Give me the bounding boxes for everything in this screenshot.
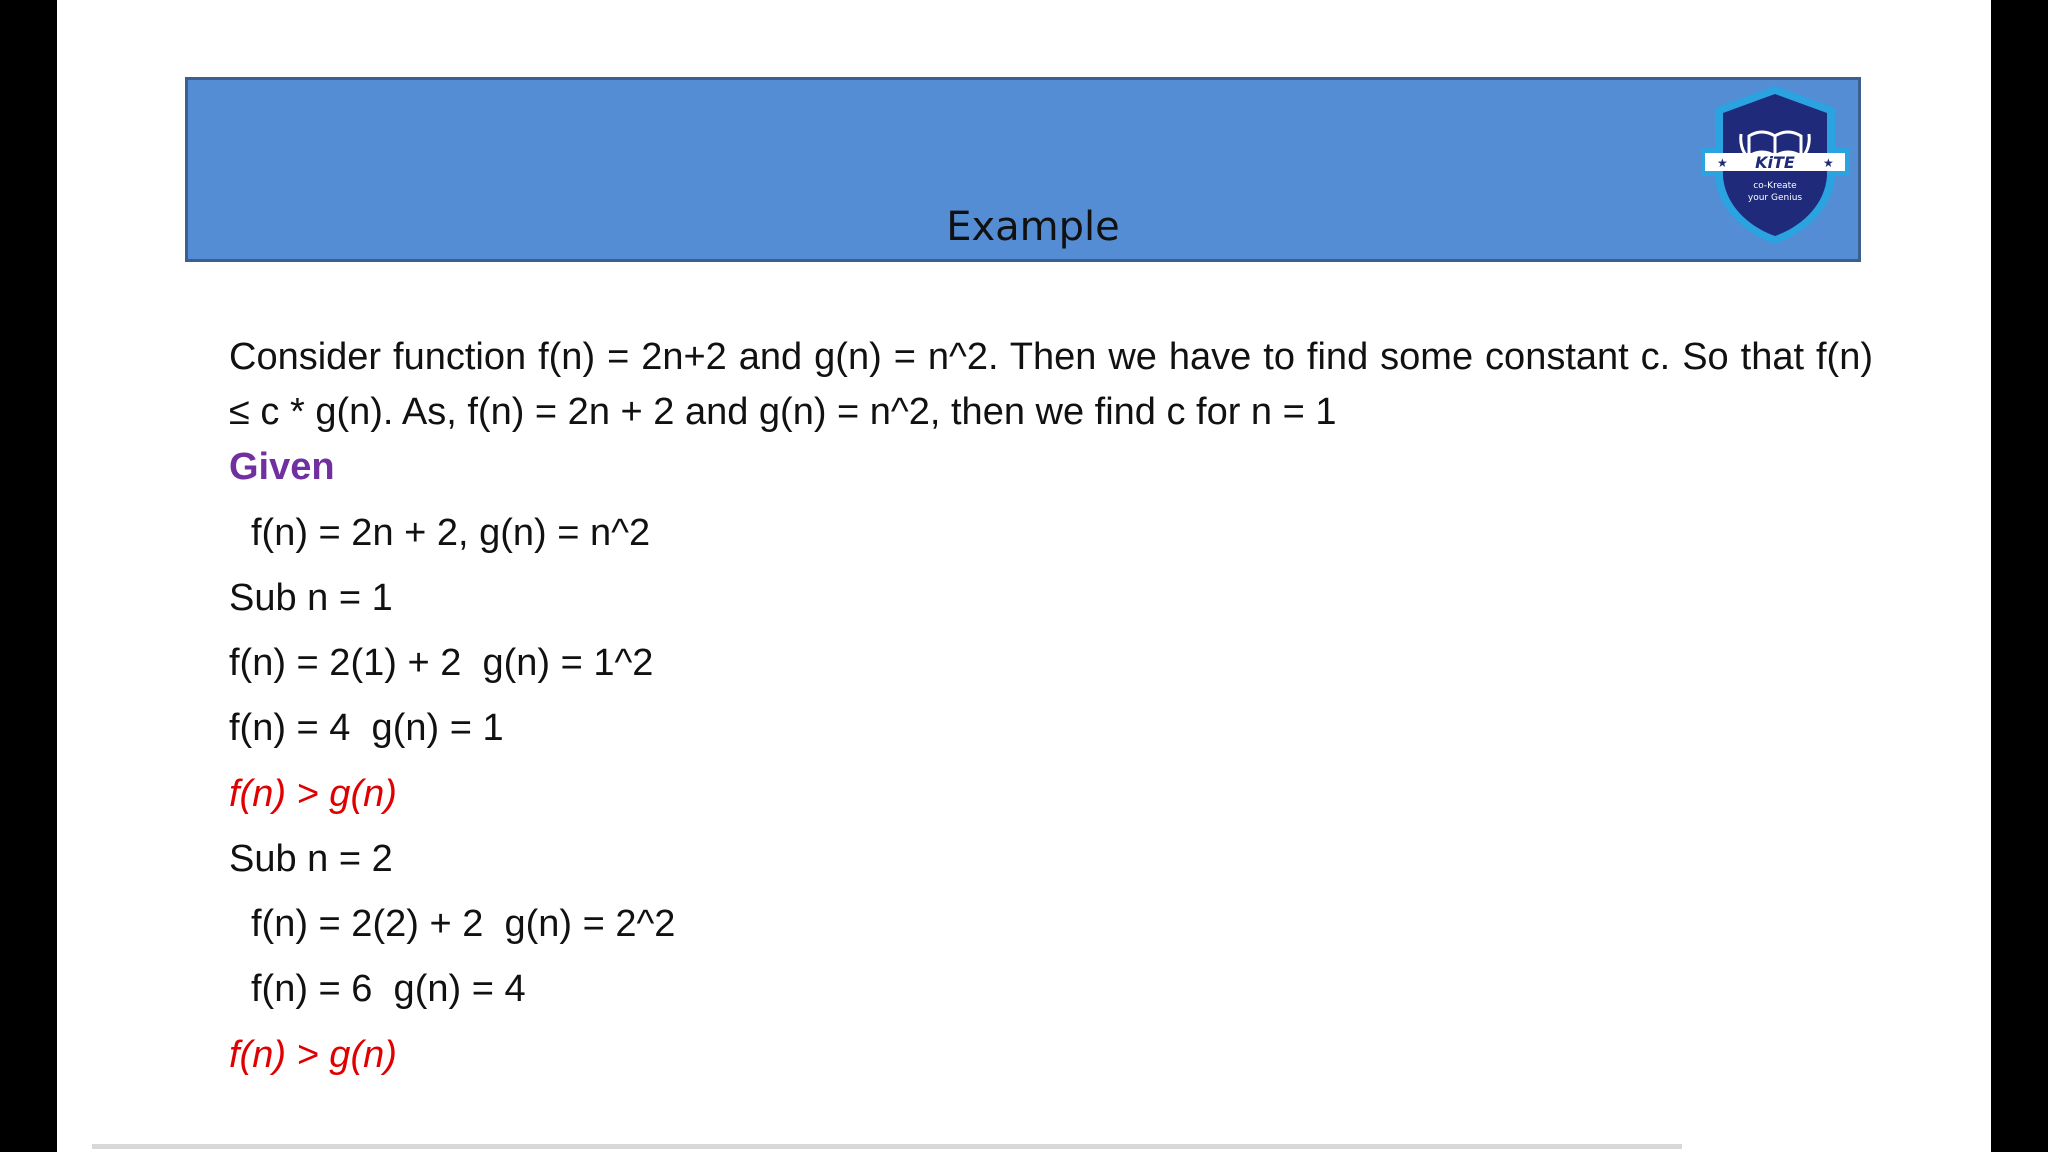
- equation-line: f(n) = 2n + 2, g(n) = n^2: [251, 512, 651, 554]
- svg-text:★: ★: [1823, 156, 1834, 170]
- equation-line: f(n) = 2(2) + 2 g(n) = 2^2: [251, 903, 676, 945]
- equation-line: f(n) = 6 g(n) = 4: [251, 968, 526, 1010]
- intro-paragraph: Consider function f(n) = 2n+2 and g(n) = n^2. Then we have to find some constant c. So that f(n) ≤ c * g(n). As, f(n) = 2n + 2 and g(n) = n^2, then we find c for n = 1: [229, 336, 1873, 433]
- slide: [57, 0, 1991, 1152]
- result-line: f(n) > g(n): [229, 1034, 397, 1076]
- equation-line: Sub n = 2: [229, 838, 393, 880]
- logo-tagline-1: co-Kreate: [1753, 181, 1797, 191]
- svg-text:★: ★: [1717, 156, 1728, 170]
- given-heading: Given: [229, 446, 335, 488]
- equation-line: f(n) = 4 g(n) = 1: [229, 707, 504, 749]
- logo-brand-text: KiTE: [1755, 153, 1795, 172]
- equation-line: f(n) = 2(1) + 2 g(n) = 1^2: [229, 642, 654, 684]
- slide-body: [229, 330, 1873, 1076]
- logo-tagline-2: your Genius: [1747, 193, 1803, 203]
- result-line: f(n) > g(n): [229, 773, 397, 815]
- title-banner: [185, 77, 1861, 262]
- kite-logo: [1689, 78, 1861, 250]
- slide-title: Example: [946, 204, 1120, 250]
- bottom-divider: [92, 1144, 1682, 1149]
- equation-line: Sub n = 1: [229, 577, 393, 619]
